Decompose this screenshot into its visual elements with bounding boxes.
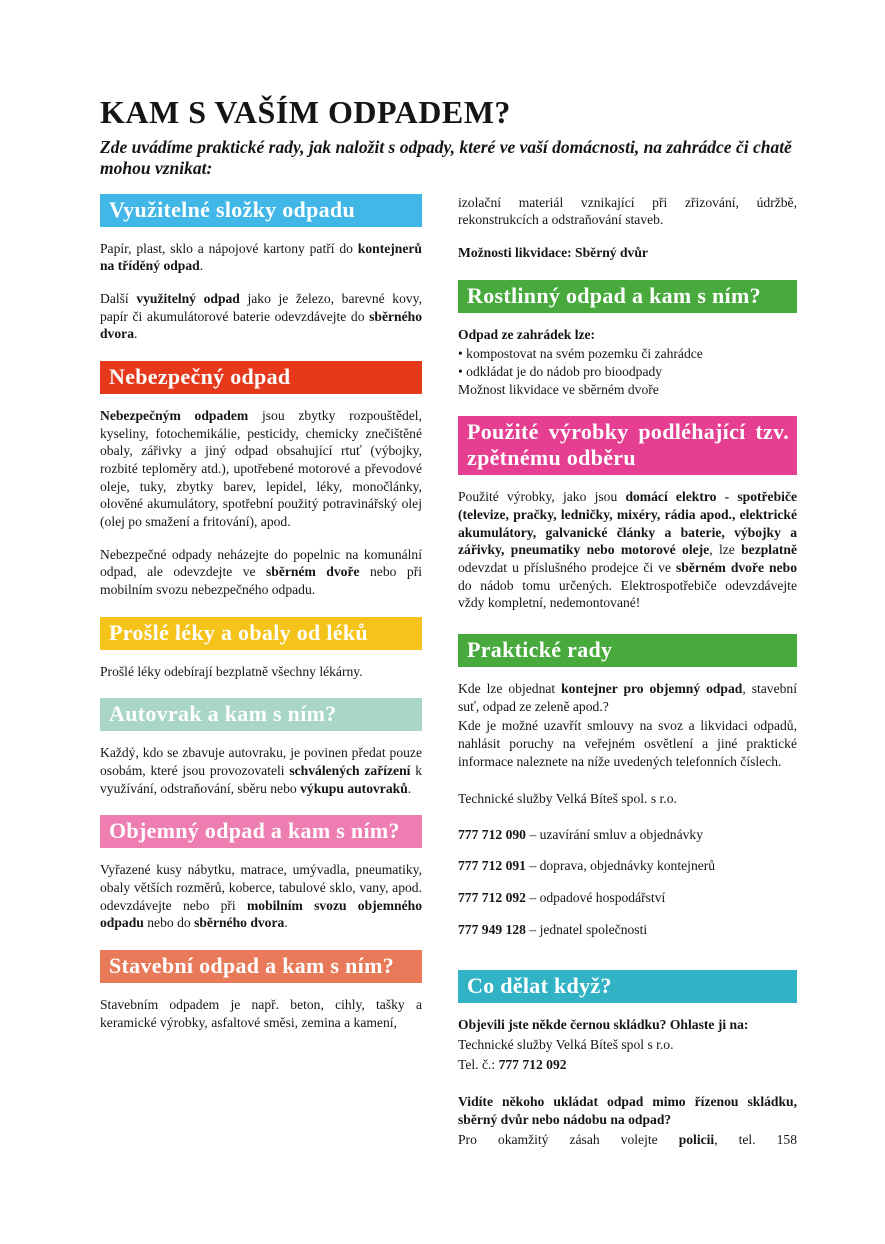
header-nebezpecny-odpad: Nebezpečný odpad xyxy=(100,361,422,394)
header-prosle-leky: Prošlé léky a obaly od léků xyxy=(100,617,422,650)
bullet-item: • kompostovat na svém pozemku či zahrádce xyxy=(458,346,703,362)
phone-list xyxy=(458,826,797,939)
question-illegal-dumping: Vidíte někoho ukládat odpad mimo řízenou skládku, sběrný dvůr nebo nádobu na odpad? xyxy=(458,1094,797,1128)
section-prosle-leky xyxy=(100,617,422,681)
section-rostlinny-odpad xyxy=(458,280,797,399)
section-vyuzitelne-slozky xyxy=(100,194,422,343)
header-autovrak: Autovrak a kam s ním? xyxy=(100,698,422,731)
question-black-dump: Objevili jste někde černou skládku? Ohlaste ji na: xyxy=(458,1017,749,1033)
paragraph: Nebezpečné odpady neházejte do popelnic na komunální odpad, ale odevzdejte ve sběrném dvoře nebo při mobilním svozu nebezpečného odpadu. xyxy=(100,546,422,597)
paragraph: Stavebním odpadem je např. beton, cihly, tašky a keramické výrobky, asfaltové směsi, zemina a kamení, xyxy=(100,996,422,1030)
section-objemny-odpad xyxy=(100,815,422,932)
section-prakticke-rady xyxy=(458,634,797,939)
section-co-delat-kdyz xyxy=(458,970,797,1148)
paragraph: izolační materiál vznikající při zřizování, údržbě, rekonstrukcích a odstraňování staveb. xyxy=(458,194,797,228)
phone-line: Tel. č.: 777 712 092 xyxy=(458,1056,567,1072)
paragraph: Kde je možné uzavřít smlouvy na svoz a likvidaci odpadů, nahlásit poruchy na veřejném osvětlení a jiné praktické informace naleznete na níže uvedených telefonních číslech. xyxy=(458,718,797,769)
paragraph: Papír, plast, sklo a nápojové kartony patří do kontejnerů na tříděný odpad. xyxy=(100,240,422,274)
header-objemny-odpad: Objemný odpad a kam s ním? xyxy=(100,815,422,848)
bullet-item: • odkládat je do nádob pro bioodpady xyxy=(458,364,663,379)
header-zpetny-odber: Použité výrobky podléhající tzv. zpětnému odběru xyxy=(458,416,797,475)
police-instruction: Pro okamžitý zásah volejte policii, tel. 158 xyxy=(458,1131,797,1147)
paragraph: Další využitelný odpad jako je železo, barevné kovy, papír či akumulátorové baterie odevzdávejte do sběrného dvora. xyxy=(100,290,422,342)
header-stavebni-odpad: Stavební odpad a kam s ním? xyxy=(100,950,422,983)
paragraph: Použité výrobky, jako jsou domácí elektro - spotřebiče (televize, pračky, ledničky, mixéry, rádia apod., elektrické akumulátory, galvanické články a baterie, výbojky a zářivky, pneumatiky nebo motorové oleje, lze bezplatně odevzdat u příslušného prodejce či ve sběrném dvoře nebo do nádob tomu určených. Elektrospotřebiče odevzdávejte vždy kompletní, nedemontované! xyxy=(458,489,797,611)
section-stavebni-continuation xyxy=(458,194,797,262)
company-name: Technické služby Velká Bíteš spol s r.o. xyxy=(458,1037,674,1053)
paragraph: Vyřazené kusy nábytku, matrace, umývadla, pneumatiky, obaly větších rozměrů, koberce, tabulové sklo, vany, apod. odevzdávejte nebo při mobilním svozu objemného odpadu nebo do sběrného dvora. xyxy=(100,862,422,931)
garden-waste-options xyxy=(458,345,797,380)
section-nebezpecny-odpad xyxy=(100,361,422,599)
phone-line: 777 712 091 – doprava, objednávky kontejnerů xyxy=(458,858,716,874)
left-column xyxy=(100,194,422,1167)
paragraph: Každý, kdo se zbavuje autovraku, je povinen předat pouze osobám, které jsou provozovateli schválených zařízení k využívání, odstraňování, sběru nebo výkupu autovraků. xyxy=(100,745,422,796)
header-rostlinny-odpad: Rostlinný odpad a kam s ním? xyxy=(458,280,797,313)
right-column xyxy=(458,194,797,1167)
header-prakticke-rady: Praktické rady xyxy=(458,634,797,667)
page-title: KAM S VAŠÍM ODPADEM? xyxy=(100,94,511,130)
phone-line: 777 712 092 – odpadové hospodářství xyxy=(458,890,666,905)
header-vyuzitelne-slozky-odpadu: Využitelné složky odpadu xyxy=(100,194,422,227)
section-autovrak xyxy=(100,698,422,797)
section-zpetny-odber xyxy=(458,416,797,612)
paragraph: Prošlé léky odebírají bezplatně všechny lékárny. xyxy=(100,663,363,679)
likvidace-note: Možnost likvidace ve sběrném dvoře xyxy=(458,381,659,397)
section-stavebni-odpad xyxy=(100,950,422,1031)
lead-line: Odpad ze zahrádek lze: xyxy=(458,326,596,342)
page-subtitle: Zde uvádíme praktické rady, jak naložit s odpady, které ve vaší domácnosti, na zahrádce či chatě mohou vznikat: xyxy=(100,137,792,179)
likvidace-note: Možnosti likvidace: Sběrný dvůr xyxy=(458,245,648,261)
two-column-layout xyxy=(100,194,797,1167)
header-co-delat-kdyz: Co dělat když? xyxy=(458,970,797,1003)
company-name: Technické služby Velká Bíteš spol. s r.o. xyxy=(458,791,677,807)
paragraph: Nebezpečným odpadem jsou zbytky rozpouštědel, kyseliny, fotochemikálie, pesticidy, chemicky znečištěné obaly, zářivky a jiný odpad obsahující rtuť (výbojky, rozbité teploměry atd.), upotřebené motorové a převodové oleje, tuky, zbytky barev, lepidel, léky, monočlánky, olověné akumulátory, spotřební použitý potravinářský olej (olej po smažení a fritování), apod. xyxy=(100,407,422,529)
phone-line: 777 949 128 – jednatel společnosti xyxy=(458,921,648,937)
paragraph: Kde lze objednat kontejner pro objemný odpad, stavební suť, odpad ze zeleně apod.? xyxy=(458,680,797,714)
phone-line: 777 712 090 – uzavírání smluv a objednávky xyxy=(458,826,704,842)
